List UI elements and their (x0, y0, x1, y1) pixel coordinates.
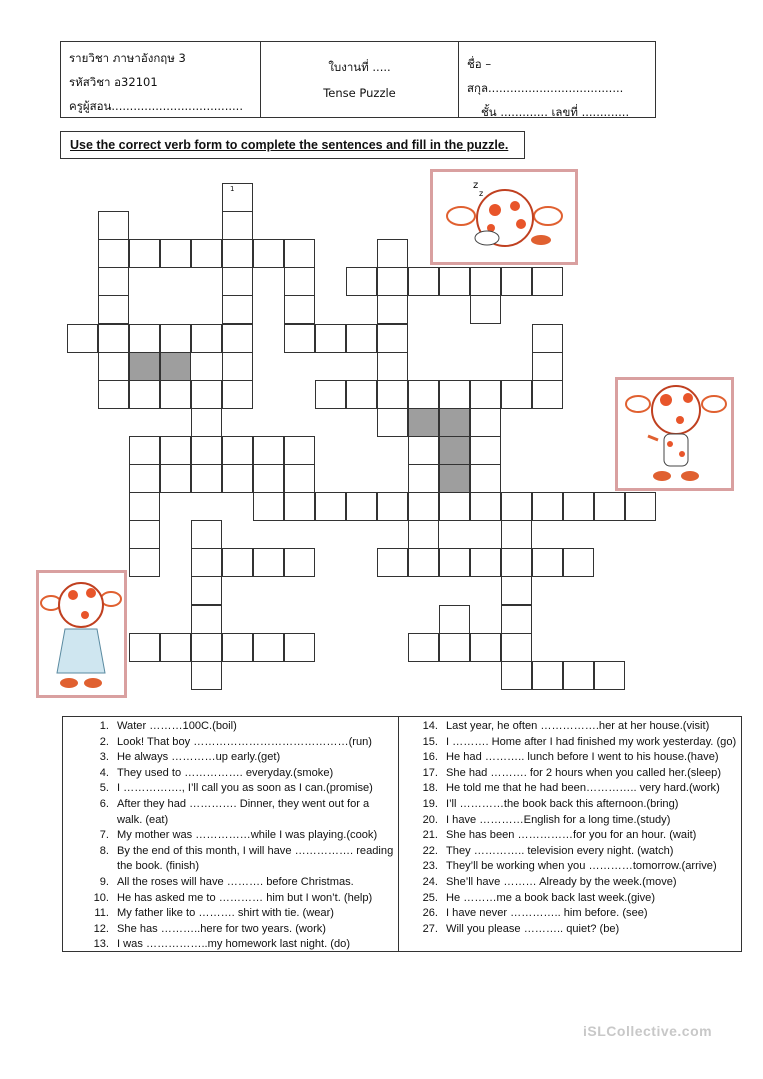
clue-number: 15. (422, 735, 438, 748)
crossword-cell[interactable] (532, 492, 563, 521)
clue-number-1: 1 (230, 185, 235, 193)
crossword-cell[interactable] (222, 324, 253, 353)
student-name-field: ชื่อ – สกุล..................................... (467, 57, 624, 95)
crossword-cell[interactable] (160, 239, 191, 268)
crossword-cell[interactable] (377, 492, 408, 521)
crossword-shaded-cell (160, 352, 191, 381)
clue-text: She has ………..here for two years. (work) (117, 922, 326, 935)
crossword-cell[interactable] (253, 633, 284, 662)
clue-number: 22. (422, 844, 438, 857)
crossword-cell[interactable] (501, 267, 532, 296)
clues-table (62, 716, 742, 952)
clue-row (63, 937, 398, 953)
crossword-shaded-cell (408, 408, 439, 437)
crossword-cell[interactable] (315, 324, 346, 353)
crossword-cell[interactable] (253, 492, 284, 521)
clue-text: I have never ………….. him before. (see) (446, 907, 648, 920)
crossword-cell[interactable] (222, 380, 253, 409)
crossword-cell[interactable] (191, 239, 222, 268)
crossword-cell[interactable] (470, 464, 501, 493)
crossword-cell[interactable] (191, 520, 222, 549)
crossword-cell[interactable] (253, 239, 284, 268)
crossword-cell[interactable] (439, 605, 470, 634)
crossword-cell[interactable] (377, 295, 408, 324)
crossword-cell[interactable] (346, 324, 377, 353)
crossword-cell[interactable] (501, 661, 532, 690)
clue-number: 8. (99, 844, 109, 857)
clue-number: 16. (422, 751, 438, 764)
clue-row (399, 813, 741, 829)
crossword-cell[interactable] (408, 436, 439, 465)
crossword-cell[interactable] (408, 633, 439, 662)
crossword-cell[interactable] (284, 295, 315, 324)
crossword-cell[interactable] (501, 605, 532, 634)
crossword-cell[interactable] (284, 267, 315, 296)
crossword-cell[interactable] (191, 605, 222, 634)
crossword-cell[interactable] (501, 576, 532, 605)
crossword-cell[interactable] (160, 380, 191, 409)
crossword-cell[interactable] (408, 548, 439, 577)
clue-number: 26. (422, 907, 438, 920)
clue-row (399, 750, 741, 766)
crossword-shaded-cell (129, 352, 160, 381)
crossword-cell[interactable] (284, 548, 315, 577)
crossword-cell[interactable] (98, 380, 129, 409)
clue-number: 11. (94, 907, 109, 920)
course-code: รหัสวิชา อ32101 (69, 75, 158, 89)
clue-number: 7. (99, 829, 109, 842)
instruction-box: Use the correct verb form to complete the sentences and fill in the puzzle. (60, 131, 525, 159)
crossword-cell[interactable] (191, 324, 222, 353)
crossword-cell[interactable] (501, 380, 532, 409)
crossword-cell[interactable] (284, 633, 315, 662)
crossword-shaded-cell (439, 408, 470, 437)
header-middle (261, 42, 459, 117)
crossword-cell[interactable] (377, 267, 408, 296)
crossword-cell[interactable] (253, 548, 284, 577)
crossword-cell[interactable] (253, 436, 284, 465)
clue-text: They’ll be working when you …………tomorrow.(arrive) (446, 860, 717, 873)
crossword-cell[interactable] (346, 380, 377, 409)
clue-row (63, 891, 398, 907)
clue-text: He told me that he had been………….. very hard.(work) (446, 782, 720, 795)
crossword-cell[interactable] (625, 492, 656, 521)
crossword-cell[interactable] (439, 492, 470, 521)
clue-text: I have …………English for a long time.(study) (446, 813, 671, 826)
crossword-cell[interactable] (160, 436, 191, 465)
clue-row (399, 797, 741, 813)
crossword-cell[interactable] (222, 267, 253, 296)
crossword-cell[interactable] (470, 436, 501, 465)
clue-row (63, 828, 398, 844)
clue-text: He has asked me to ………… him but I won’t. (help) (117, 891, 373, 904)
svg-text:z: z (473, 180, 479, 191)
crossword-cell[interactable] (377, 548, 408, 577)
crossword-cell[interactable] (222, 548, 253, 577)
crossword-cell[interactable] (501, 520, 532, 549)
clue-row (399, 859, 741, 875)
crossword-cell[interactable] (594, 661, 625, 690)
crossword-cell[interactable] (315, 380, 346, 409)
crossword-cell[interactable] (222, 633, 253, 662)
clue-text: He had ……….. lunch before I went to his house.(have) (446, 751, 719, 764)
clue-text: Look! That boy ……………………………………(run) (117, 735, 373, 748)
clue-number: 27. (422, 922, 438, 935)
header-table (60, 41, 656, 118)
clue-text: By the end of this month, I will have ……………. reading the book. (finish) (117, 844, 394, 873)
crossword-cell[interactable] (439, 267, 470, 296)
crossword-cell[interactable] (563, 548, 594, 577)
clue-row (399, 719, 741, 735)
crossword-cell[interactable] (98, 295, 129, 324)
crossword-cell[interactable] (377, 239, 408, 268)
phone-candy-picture (615, 377, 734, 491)
crossword-cell[interactable] (439, 548, 470, 577)
clue-row (63, 781, 398, 797)
crossword-cell[interactable] (67, 324, 98, 353)
crossword-cell[interactable] (284, 492, 315, 521)
crossword-cell[interactable] (98, 324, 129, 353)
clue-row (63, 906, 398, 922)
clue-text: I’ll …………the book back this afternoon.(bring) (446, 797, 679, 810)
clue-number: 24. (422, 875, 438, 888)
crossword-cell[interactable] (470, 408, 501, 437)
crossword-cell[interactable] (532, 661, 563, 690)
clue-number: 17. (422, 766, 438, 779)
crossword-cell[interactable] (129, 464, 160, 493)
clue-text: They ………….. television every night. (watch) (446, 844, 674, 857)
clue-row (63, 750, 398, 766)
clue-row (63, 797, 398, 828)
clue-text: Will you please ……….. quiet? (be) (446, 922, 620, 935)
clue-row (399, 906, 741, 922)
svg-text:z: z (479, 189, 484, 198)
clue-row (399, 875, 741, 891)
crossword-cell[interactable] (222, 352, 253, 381)
clue-text: I ………. Home after I had finished my work yesterday. (go) (446, 735, 737, 748)
crossword-cell[interactable] (408, 464, 439, 493)
crossword-cell[interactable] (284, 464, 315, 493)
crossword-cell[interactable] (222, 183, 253, 212)
clue-text: She’ll have ……… Already by the week.(move) (446, 875, 677, 888)
clue-text: Water ………100C.(boil) (117, 720, 237, 732)
crossword-cell[interactable] (222, 464, 253, 493)
crossword-cell[interactable] (191, 380, 222, 409)
clue-number: 4. (99, 766, 109, 779)
worksheet-number: ใบงานที่ ..... (328, 59, 391, 74)
clue-row (399, 891, 741, 907)
clue-number: 10. (93, 891, 109, 904)
crossword-cell[interactable] (191, 408, 222, 437)
crossword-cell[interactable] (98, 352, 129, 381)
clue-text: He always …………up early.(get) (117, 751, 281, 764)
class-number-field: ชั้น ............. เลขที่ ............. (481, 105, 630, 119)
crossword-shaded-cell (439, 464, 470, 493)
crossword-cell[interactable] (222, 239, 253, 268)
clue-text: My mother was ……………while I was playing.(cook) (117, 829, 378, 842)
crossword-cell[interactable] (377, 352, 408, 381)
clue-row (63, 719, 398, 735)
clue-text: They used to ……………. everyday.(smoke) (117, 766, 334, 779)
teacher-field: ครูผู้สอน.................................... (69, 99, 243, 113)
crossword-cell[interactable] (377, 408, 408, 437)
crossword-cell[interactable] (532, 267, 563, 296)
crossword-cell[interactable] (346, 267, 377, 296)
crossword-cell[interactable] (377, 380, 408, 409)
clue-number: 21. (422, 829, 438, 842)
crossword-cell[interactable] (160, 324, 191, 353)
clue-text: I ……………., I’ll call you as soon as I can.(promise) (117, 782, 373, 795)
crossword-cell[interactable] (129, 380, 160, 409)
clue-text: After they had …………. Dinner, they went out for a walk. (eat) (117, 797, 370, 826)
crossword-cell[interactable] (160, 633, 191, 662)
crossword-cell[interactable] (222, 295, 253, 324)
clue-row (63, 766, 398, 782)
clue-number: 5. (99, 782, 109, 795)
crossword-cell[interactable] (408, 520, 439, 549)
crossword-cell[interactable] (98, 267, 129, 296)
clue-row (63, 875, 398, 891)
crossword-cell[interactable] (315, 492, 346, 521)
clue-row (399, 922, 741, 938)
crossword-cell[interactable] (129, 633, 160, 662)
crossword-cell[interactable] (594, 492, 625, 521)
crossword-cell[interactable] (501, 492, 532, 521)
clue-row (399, 766, 741, 782)
crossword-cell[interactable] (408, 380, 439, 409)
crossword-cell[interactable] (563, 492, 594, 521)
crossword-cell[interactable] (191, 464, 222, 493)
crossword-cell[interactable] (470, 492, 501, 521)
crossword-cell[interactable] (222, 211, 253, 240)
clue-number: 18. (422, 782, 438, 795)
clue-text: She has been ……………for you for an hour. (wait) (446, 829, 697, 842)
crossword-cell[interactable] (408, 267, 439, 296)
clue-row (63, 735, 398, 751)
header-left (61, 42, 261, 117)
crossword-cell[interactable] (532, 352, 563, 381)
crossword-cell[interactable] (346, 492, 377, 521)
crossword-cell[interactable] (191, 633, 222, 662)
crossword-cell[interactable] (439, 633, 470, 662)
clues-right-column (399, 717, 741, 951)
crossword-shaded-cell (439, 436, 470, 465)
clue-row (63, 844, 398, 875)
clue-text: Last year, he often …………….her at her house.(visit) (446, 720, 710, 732)
crossword-cell[interactable] (129, 239, 160, 268)
crossword-cell[interactable] (98, 211, 129, 240)
crossword-cell[interactable] (191, 576, 222, 605)
crossword-cell[interactable] (284, 239, 315, 268)
clue-number: 25. (422, 891, 438, 904)
clue-row (399, 735, 741, 751)
clue-number: 3. (99, 751, 109, 764)
crossword-cell[interactable] (284, 324, 315, 353)
clue-number: 19. (422, 797, 438, 810)
clue-text: I was ……………..my homework last night. (do) (117, 938, 351, 951)
clue-number: 20. (422, 813, 438, 826)
clue-number: 1. (99, 720, 109, 732)
crossword-cell[interactable] (470, 267, 501, 296)
crossword-cell[interactable] (129, 492, 160, 521)
crossword-cell[interactable] (532, 380, 563, 409)
subject-label: รายวิชา ภาษาอังกฤษ 3 (69, 51, 186, 65)
crossword-cell[interactable] (501, 548, 532, 577)
crossword-cell[interactable] (563, 661, 594, 690)
clue-row (63, 922, 398, 938)
clue-number: 23. (422, 860, 438, 873)
crossword-cell[interactable] (129, 548, 160, 577)
clue-number: 2. (99, 735, 109, 748)
crossword-cell[interactable] (129, 324, 160, 353)
crossword-cell[interactable] (439, 380, 470, 409)
sleeping-candy-picture (430, 169, 578, 265)
crossword-cell[interactable] (470, 295, 501, 324)
clue-row (399, 828, 741, 844)
header-right (459, 42, 655, 117)
crossword-cell[interactable] (470, 633, 501, 662)
clue-text: My father like to ………. shirt with tie. (wear) (117, 907, 334, 920)
crossword-cell[interactable] (470, 548, 501, 577)
crossword-cell[interactable] (129, 520, 160, 549)
crossword-cell[interactable] (222, 436, 253, 465)
crossword-cell[interactable] (98, 239, 129, 268)
crossword-cell[interactable] (253, 464, 284, 493)
clues-left-column (63, 717, 399, 951)
clue-text: All the roses will have ………. before Christmas. (117, 875, 354, 888)
crossword-cell[interactable] (191, 548, 222, 577)
clue-number: 14. (422, 720, 438, 732)
crossword-cell[interactable] (129, 436, 160, 465)
clue-text: He ………me a book back last week.(give) (446, 891, 656, 904)
crossword-cell[interactable] (532, 324, 563, 353)
clue-number: 9. (99, 875, 109, 888)
dancing-candy-picture (36, 570, 127, 698)
worksheet-title: Tense Puzzle (323, 85, 396, 100)
crossword-cell[interactable] (501, 633, 532, 662)
crossword-cell[interactable] (408, 492, 439, 521)
clue-row (399, 781, 741, 797)
crossword-cell[interactable] (470, 380, 501, 409)
clue-number: 6. (99, 797, 109, 810)
crossword-cell[interactable] (532, 548, 563, 577)
clue-number: 12. (93, 922, 109, 935)
crossword-cell[interactable] (377, 324, 408, 353)
crossword-cell[interactable] (284, 436, 315, 465)
crossword-cell[interactable] (191, 436, 222, 465)
crossword-cell[interactable] (191, 661, 222, 690)
clue-number: 13. (93, 938, 109, 951)
crossword-cell[interactable] (160, 464, 191, 493)
watermark: iSLCollective.com (583, 1023, 713, 1039)
clue-text: She had ………. for 2 hours when you called her.(sleep) (446, 766, 722, 779)
clue-row (399, 844, 741, 860)
